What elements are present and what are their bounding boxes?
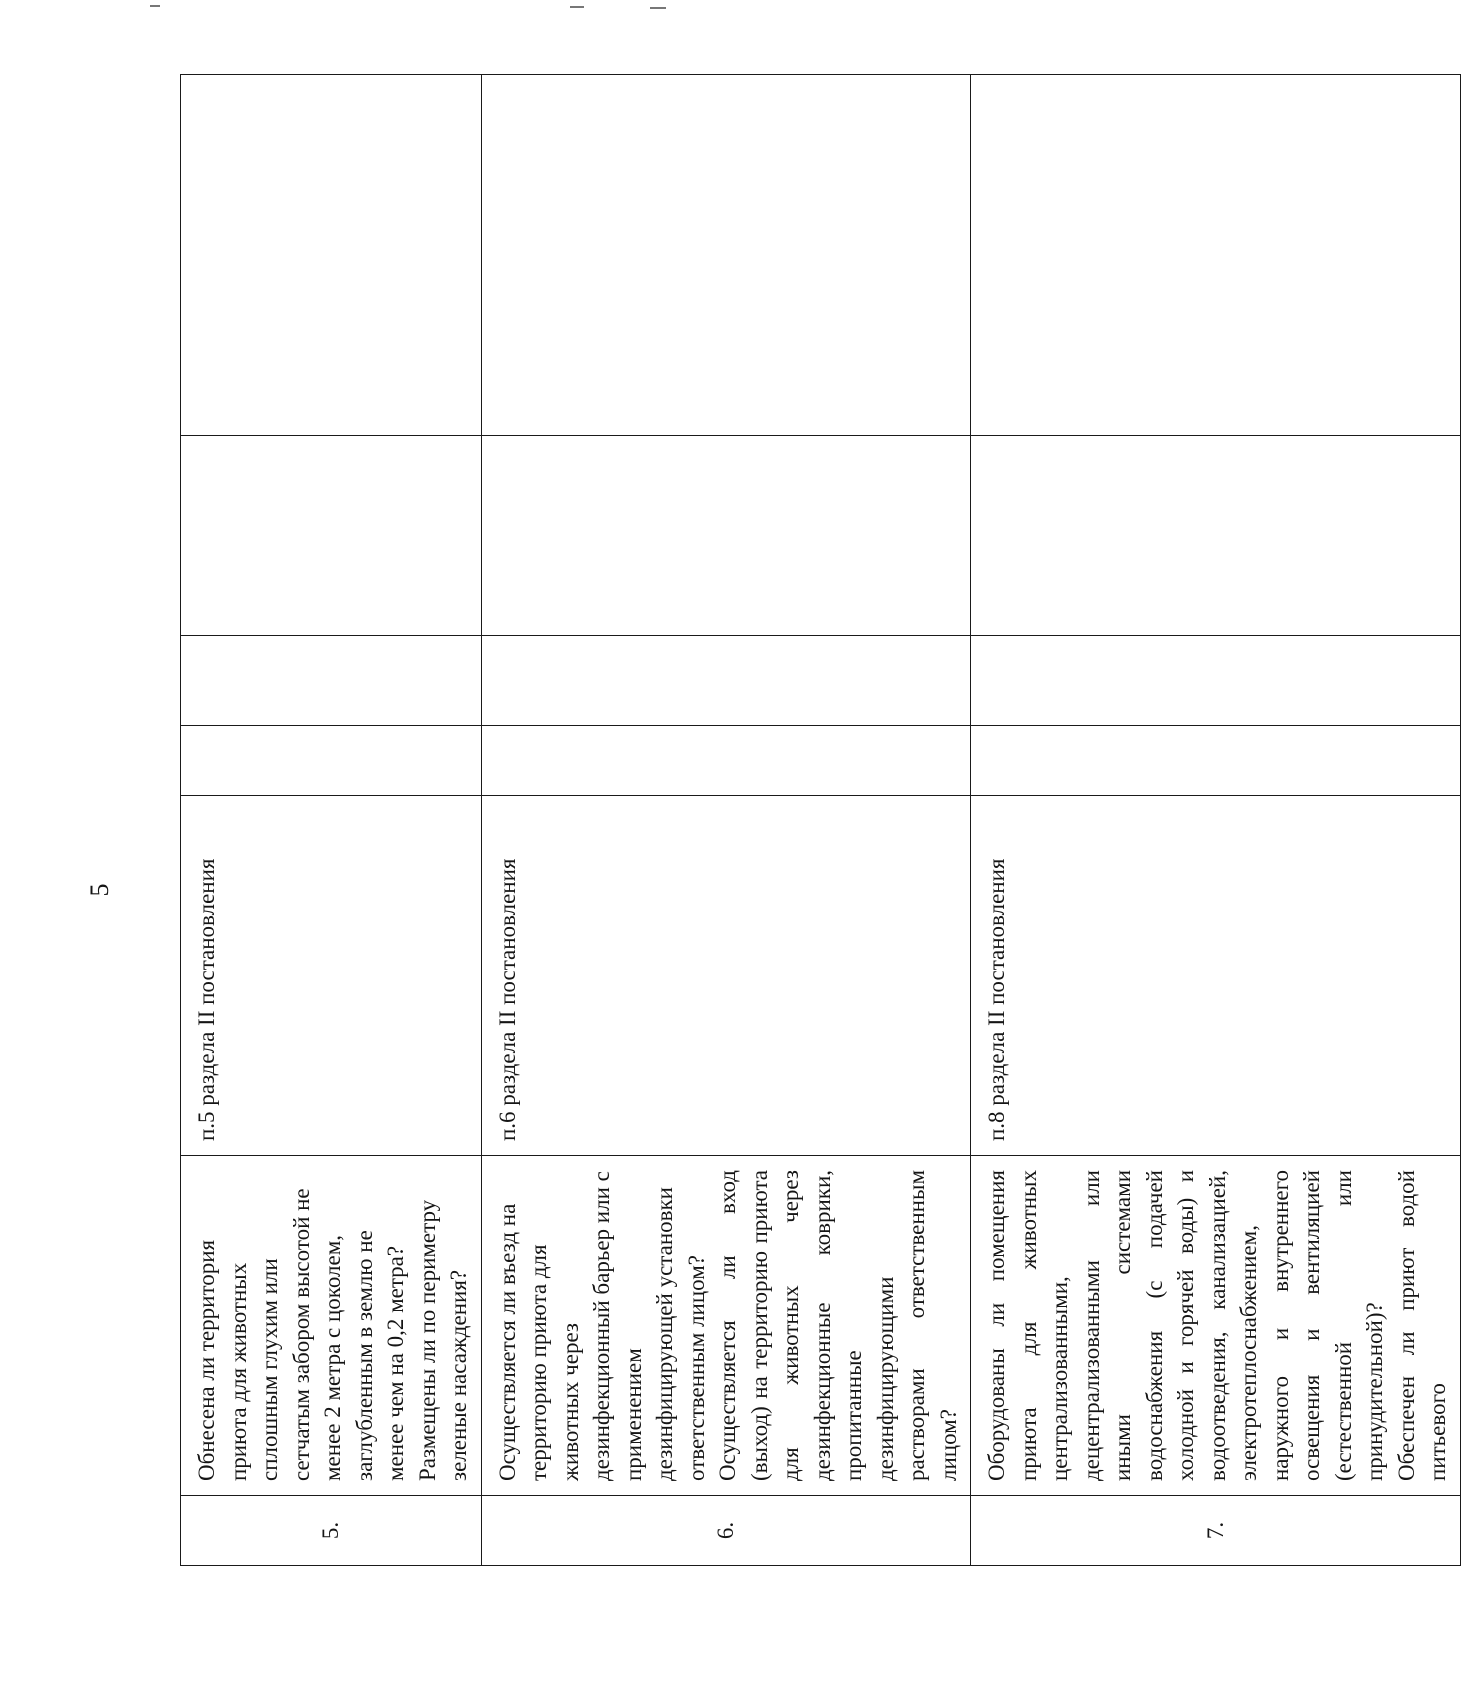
question-text: Осуществляется ли въезд на территорию приюта для животных через дезинфекционный барьер или с применением дезинфицирующей установки ответственным лицом?: [494, 1171, 709, 1481]
empty-cell: [481, 75, 971, 436]
row-number: 7.: [971, 1496, 1461, 1566]
empty-cell: [971, 726, 1461, 796]
question-text: Оборудованы ли помещения приюта для животных централизованными, децентрализованными или иными системами водоснабжения (с подачей холодной и горячей воды) и водоотведения, канализацией, электротеплоснабжением, наружного и внутреннего освещения и вентиляцией (естественной или принудительной)?: [984, 1170, 1387, 1481]
question-text: Осуществляется ли вход (выход) на территорию приюта для животных через дезинфекционные коврики, пропитанные дезинфицирующими растворами ответственным лицом?: [715, 1170, 961, 1481]
question-text: Обнесена ли территория приюта для животных сплошным глухим или сетчатым забором высотой не менее 2 метра с цоколем, заглубленным в землю не менее чем на 0,2 метра?: [194, 1188, 408, 1481]
row-number: 6.: [481, 1496, 971, 1566]
page-number: 5: [85, 883, 114, 897]
empty-cell: [181, 636, 482, 726]
question-text: Обеспечен ли приют водой питьевого: [1393, 1170, 1450, 1481]
empty-cell: [971, 75, 1461, 436]
empty-cell: [971, 436, 1461, 636]
question-text: Размещены ли по периметру зеленые насаждения?: [414, 1199, 471, 1481]
empty-cell: [971, 636, 1461, 726]
reference-cell: п.8 раздела II постановления: [971, 796, 1461, 1156]
question-cell: [481, 1156, 971, 1496]
empty-cell: [481, 436, 971, 636]
empty-cell: [181, 75, 482, 436]
empty-cell: [181, 436, 482, 636]
scan-mark: [150, 5, 160, 7]
table-row: [481, 75, 971, 1566]
row-number: 5.: [181, 1496, 482, 1566]
question-cell: [181, 1156, 482, 1496]
scan-mark: [570, 6, 584, 8]
empty-cell: [481, 636, 971, 726]
table-row: [181, 75, 482, 1566]
table-row: [971, 75, 1461, 1566]
empty-cell: [181, 726, 482, 796]
empty-cell: [481, 726, 971, 796]
reference-cell: п.6 раздела II постановления: [481, 796, 971, 1156]
reference-cell: п.5 раздела II постановления: [181, 796, 482, 1156]
question-cell: [971, 1156, 1461, 1496]
scan-mark: [650, 7, 666, 9]
document-table: [180, 75, 1450, 1566]
